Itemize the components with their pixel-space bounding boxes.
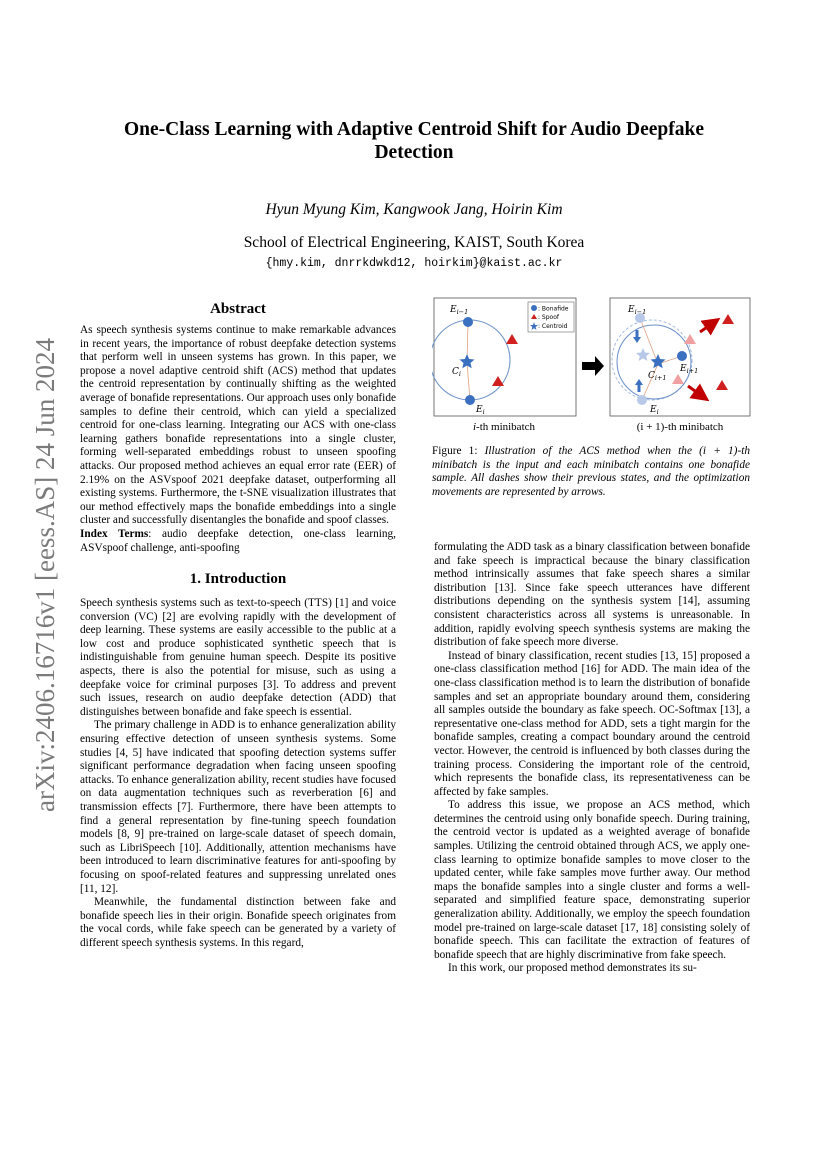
label-ei-left: $E_i$: [476, 405, 485, 416]
label-ei-minus1-right: $E_{i-1}$: [628, 305, 647, 316]
index-terms: [80, 528, 396, 555]
label-ei-minus1-left: $E_{i-1}$: [450, 305, 469, 316]
paper-authors: Hyun Myung Kim, Kangwook Jang, Hoirin Kim: [265, 201, 563, 218]
figure-1: [432, 296, 752, 436]
abstract-text: As speech synthesis systems continue to make remarkable advances in recent years, the importance of robust deepfake detection systems that perform well in unseen systems has grown. In this paper, we propose a novel adaptive centroid shift (ACS) method that updates the centroid representation by continually shifting as the weighted average of bonafide representations. Our approach uses only bonafide samples to define their centroid, which can yield a specialized centroid for one-class learning. Integrating our ACS with one-class learning gathers bonafide representations into a single cluster, forming well-separated embeddings robust to unseen spoofing attacks. Our proposed method achieves an equal error rate (EER) of 2.19% on the ASVspoof 2021 deepfake dataset, outperforming all existing systems. Furthermore, the t-SNE visualization illustrates that our method effectively maps the bonafide embeddings into a single cluster and successfully disentangles the bonafide and spoof classes.: [80, 324, 396, 527]
left-bonafide-current: [465, 395, 475, 405]
index-terms-text: : audio deepfake detection, one-class learning, ASVspoof challenge, anti-spoofing: [80, 527, 397, 554]
intro-heading: 1. Introduction: [189, 571, 287, 588]
label-ei1-right: $E_{i+1}$: [680, 364, 699, 375]
paper-title: One-Class Learning with Adaptive Centroid Shift for Audio Deepfake Detection: [124, 119, 704, 163]
right-column: [434, 541, 750, 976]
legend-spoof-text: : Spoof: [538, 314, 559, 321]
left-bonafide-prev: [463, 317, 473, 327]
right-panel-subtitle: (i + 1)-th minibatch: [636, 421, 724, 433]
label-ci-left: $C_i$: [452, 367, 461, 378]
right-bonafide-i: [637, 395, 647, 405]
paper-email: {hmy.kim, dnrrkdwkd12, hoirkim}@kaist.ac.kr: [265, 257, 563, 270]
intro-paragraph-4: formulating the ADD task as a binary classification between bonafide and fake speech is impractical because the binary classification method intrinsically assumes that fake speech shares a similar distribution [13]. Since fake speech utterances have different distributions depending on the synthesis system [14], assuming consistent characteristics across all systems is unreasonable. In addition, rapidly evolving speech synthesis systems are making the distribution of fake speech more diverse.: [434, 541, 750, 649]
paper-affiliation: School of Electrical Engineering, KAIST, South Korea: [243, 234, 585, 251]
legend-bonafide-marker: [531, 305, 537, 311]
intro-paragraph-1: Speech synthesis systems such as text-to-speech (TTS) [1] and voice conversion (VC) [2] are evolving rapidly with the development of deep learning. These systems are easily accessible to the public at a low cost and produce sophisticated synthetic speech that is indistinguishable from genuine human speech. Despite its positive aspects, there is also the potential for misuse, such as using a deepfake voice for criminal purposes [3]. To address and prevent such issues, research on audio deepfake detection (ADD) that distinguishes between bonafide and fake speech is essential.: [80, 597, 396, 718]
legend-bonafide-text: : Bonafide: [538, 305, 569, 313]
transition-arrow: [582, 356, 604, 376]
abstract-heading: Abstract: [210, 301, 266, 317]
label-ci1-right: $C_{i+1}$: [648, 371, 667, 382]
intro-paragraph-6: To address this issue, we propose an ACS method, which determines the centroid using only bonafide speech. During training, the centroid vector is updated as a weighted average of bonafide samples. Utilizing the centroid obtained through ACS, we apply one-class learning to optimize bonafide samples to move closer to the updated center, while fake samples move further away. Our method maps the bonafide samples into a single cluster and forms a well-separated and simplified feature space, demonstrating superior generalization ability. Additionally, we employ the speech foundation model pre-trained on large-scale dataset [17, 18] consisting solely of bonafide speech. This can facilitate the extraction of features of bonafide speech that are highly discriminative from fake speech.: [434, 799, 750, 961]
figure-caption: [432, 445, 750, 499]
intro-paragraph-5: Instead of binary classification, recent studies [13, 15] proposed a one-class classification method [16] for ADD. The main idea of the one-class classification method is to learn the distribution of bonafide samples and set an appropriate boundary around them, considering all samples outside the boundary as fake speech. OC-Softmax [13], a representative one-class method for ADD, sets a tight margin for the bonafide samples, creating a compact boundary around the centroid vector. However, the centroid is influenced by both classes during the training process. Considering the important role of the centroid, which represents the bonafide class, its representativeness can be affected by fake samples.: [434, 649, 750, 798]
label-ei-right: $E_i$: [650, 405, 659, 416]
intro-paragraph-2: The primary challenge in ADD is to enhance generalization ability ensuring effective detection of unseen synthesis systems. Some studies [4, 5] have indicated that spoofing detection systems suffer significant performance degradation when facing unseen spoofing attacks. To enhance generalization ability, recent studies have focused on data augmentation techniques such as reverberation [6] and transmission effects [7]. Furthermore, there have been attempts to find a general representation by fine-tuning speech foundation models [8, 9] pre-trained on large-scale dataset of speech domain, such as LibriSpeech [10]. Additionally, attention mechanisms have been introduced to learn discriminative features for anti-spoofing by focusing on spoof-related features and suppressing unrelated ones [11, 12].: [80, 719, 396, 895]
intro-paragraph-7: In this work, our proposed method demonstrates its su-: [448, 962, 697, 975]
figure-caption-label: Figure 1:: [432, 445, 478, 457]
intro-paragraph-3: Meanwhile, the fundamental distinction between fake and bonafide speech lies in their origin. Bonafide speech originates from the vocal cords, while fake speech can be generated by a variety of different speech synthesis systems. In this regard,: [80, 896, 396, 949]
legend-centroid-text: : Centroid: [538, 323, 568, 330]
left-panel-subtitle: i-th minibatch: [472, 421, 536, 433]
right-bonafide-i1: [677, 351, 687, 361]
index-terms-label: Index Terms: [80, 527, 149, 540]
acs-illustration: [432, 296, 752, 436]
figure-caption-text: Illustration of the ACS method when the (i + 1)-th minibatch is the input and each minibatch contains one bonafide sample. All dashes show their previous states, and the optimization movements are represented by arrows.: [432, 445, 750, 498]
left-column: [80, 300, 396, 951]
arxiv-identifier: arXiv:2406.16716v1 [eess.AS] 24 Jun 2024: [30, 338, 60, 812]
